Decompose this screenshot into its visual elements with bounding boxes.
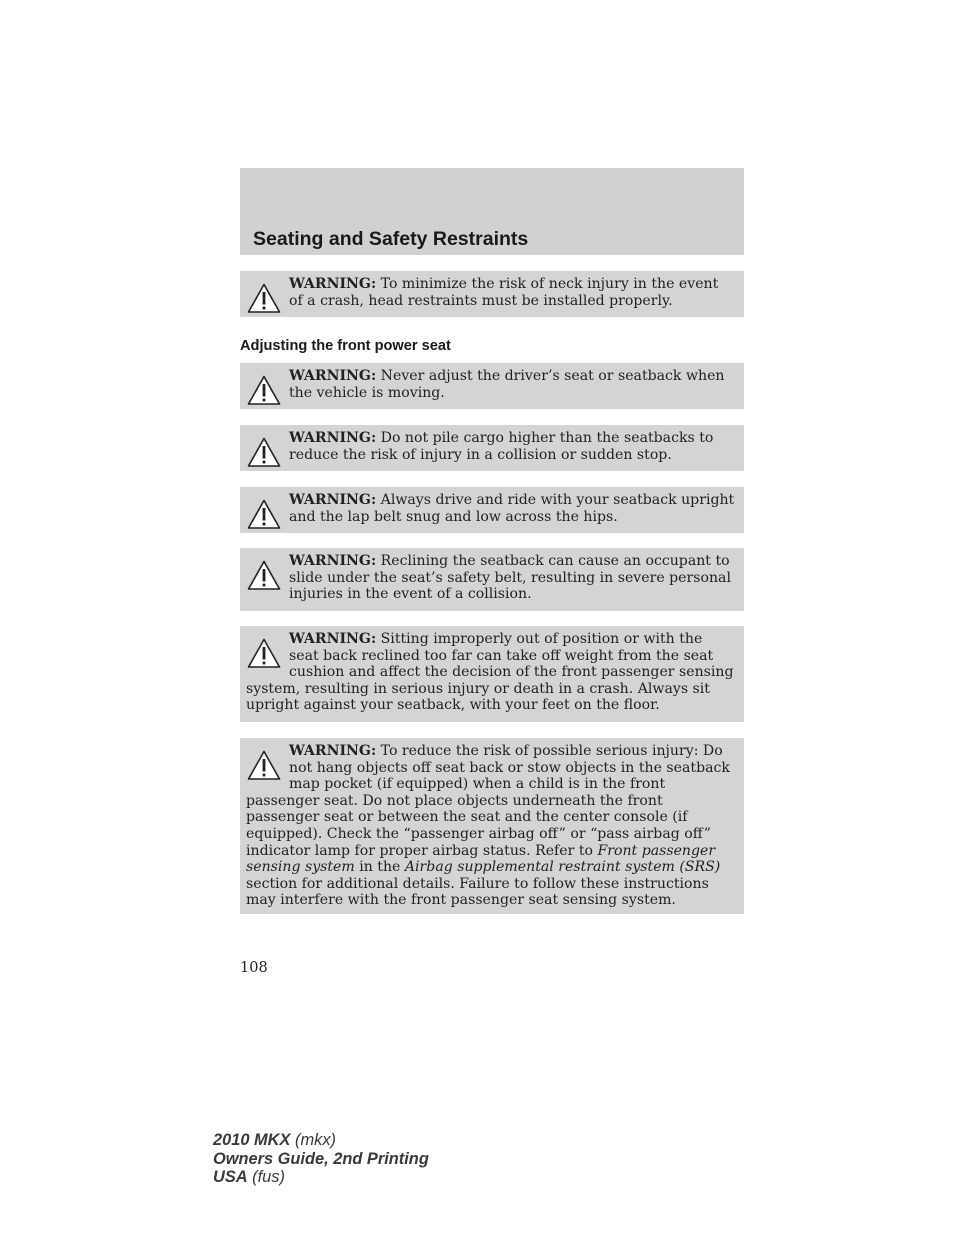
page-number: 108 [240, 960, 268, 976]
warning-text: To minimize the risk of neck injury in the event of a crash, head restraints must be installed properly. [289, 276, 719, 309]
warning-box [240, 487, 744, 533]
subsection-heading: Adjusting the front power seat [240, 338, 451, 354]
cross-reference: Airbag supplemental restraint system (SRS) [404, 859, 721, 876]
footer-line [213, 1131, 429, 1150]
warning-label: WARNING: [289, 743, 377, 759]
warning-text: in the [354, 859, 405, 876]
warning-label: WARNING: [289, 276, 377, 292]
warning-triangle-icon [247, 374, 281, 406]
footer-model-code: (mkx) [290, 1131, 336, 1149]
warning-triangle-icon [247, 559, 281, 591]
warning-label: WARNING: [289, 631, 377, 647]
warning-label: WARNING: [289, 553, 377, 569]
warning-box [240, 626, 744, 722]
warning-box [240, 738, 744, 914]
footer-line [213, 1150, 429, 1169]
warning-box [240, 548, 744, 611]
warning-triangle-icon [247, 498, 281, 530]
warning-triangle-icon [247, 436, 281, 468]
warning-box [240, 425, 744, 471]
warning-label: WARNING: [289, 430, 377, 446]
warning-label: WARNING: [289, 368, 377, 384]
section-header [240, 168, 744, 255]
warning-text: To reduce the risk of possible serious injury: Do not hang objects off seat back or stow objects in the seatback map pocket (if equipped) when a child is in the front passenger seat. Do not place objects underneath the front passenger seat or between the seat and the center console (if equipped). Check the “passenger airbag off” or “pass airbag off” indicator lamp for proper airbag status. Refer to [246, 743, 730, 859]
warning-text: Reclining the seatback can cause an occupant to slide under the seat’s safety belt, resulting in severe personal injuries in the event of a collision. [289, 553, 731, 603]
warning-label: WARNING: [289, 492, 377, 508]
footer-edition: Owners Guide, 2nd Printing [213, 1149, 429, 1168]
warning-triangle-icon [247, 637, 281, 669]
warning-triangle-icon [247, 282, 281, 314]
cross-reference: Front passenger sensing system [246, 842, 716, 876]
warning-text: section for additional details. Failure to follow these instructions may interfere with the front passenger seat sensing system. [246, 875, 709, 909]
warning-triangle-icon [247, 749, 281, 781]
warning-text: Always drive and ride with your seatback upright and the lap belt snug and low across the hips. [289, 492, 735, 525]
warning-box [240, 271, 744, 317]
footer-line [213, 1168, 429, 1187]
footer-market-code: (fus) [247, 1168, 285, 1187]
warning-text: Never adjust the driver’s seat or seatback when the vehicle is moving. [289, 368, 725, 401]
footer-model: 2010 MKX [213, 1131, 291, 1149]
footer-market: USA [213, 1168, 248, 1187]
section-title: Seating and Safety Restraints [253, 228, 529, 250]
warning-text: Sitting improperly out of position or with the seat back reclined too far can take off weight from the seat cushion and affect the decision of the front passenger sensing system, resulting in serious injury or death in a crash. Always sit upright against your seatback, with your feet on the floor. [246, 631, 734, 714]
warning-text: Do not pile cargo higher than the seatbacks to reduce the risk of injury in a collision or sudden stop. [289, 430, 714, 463]
document-footer [213, 1131, 429, 1187]
warning-box [240, 363, 744, 409]
